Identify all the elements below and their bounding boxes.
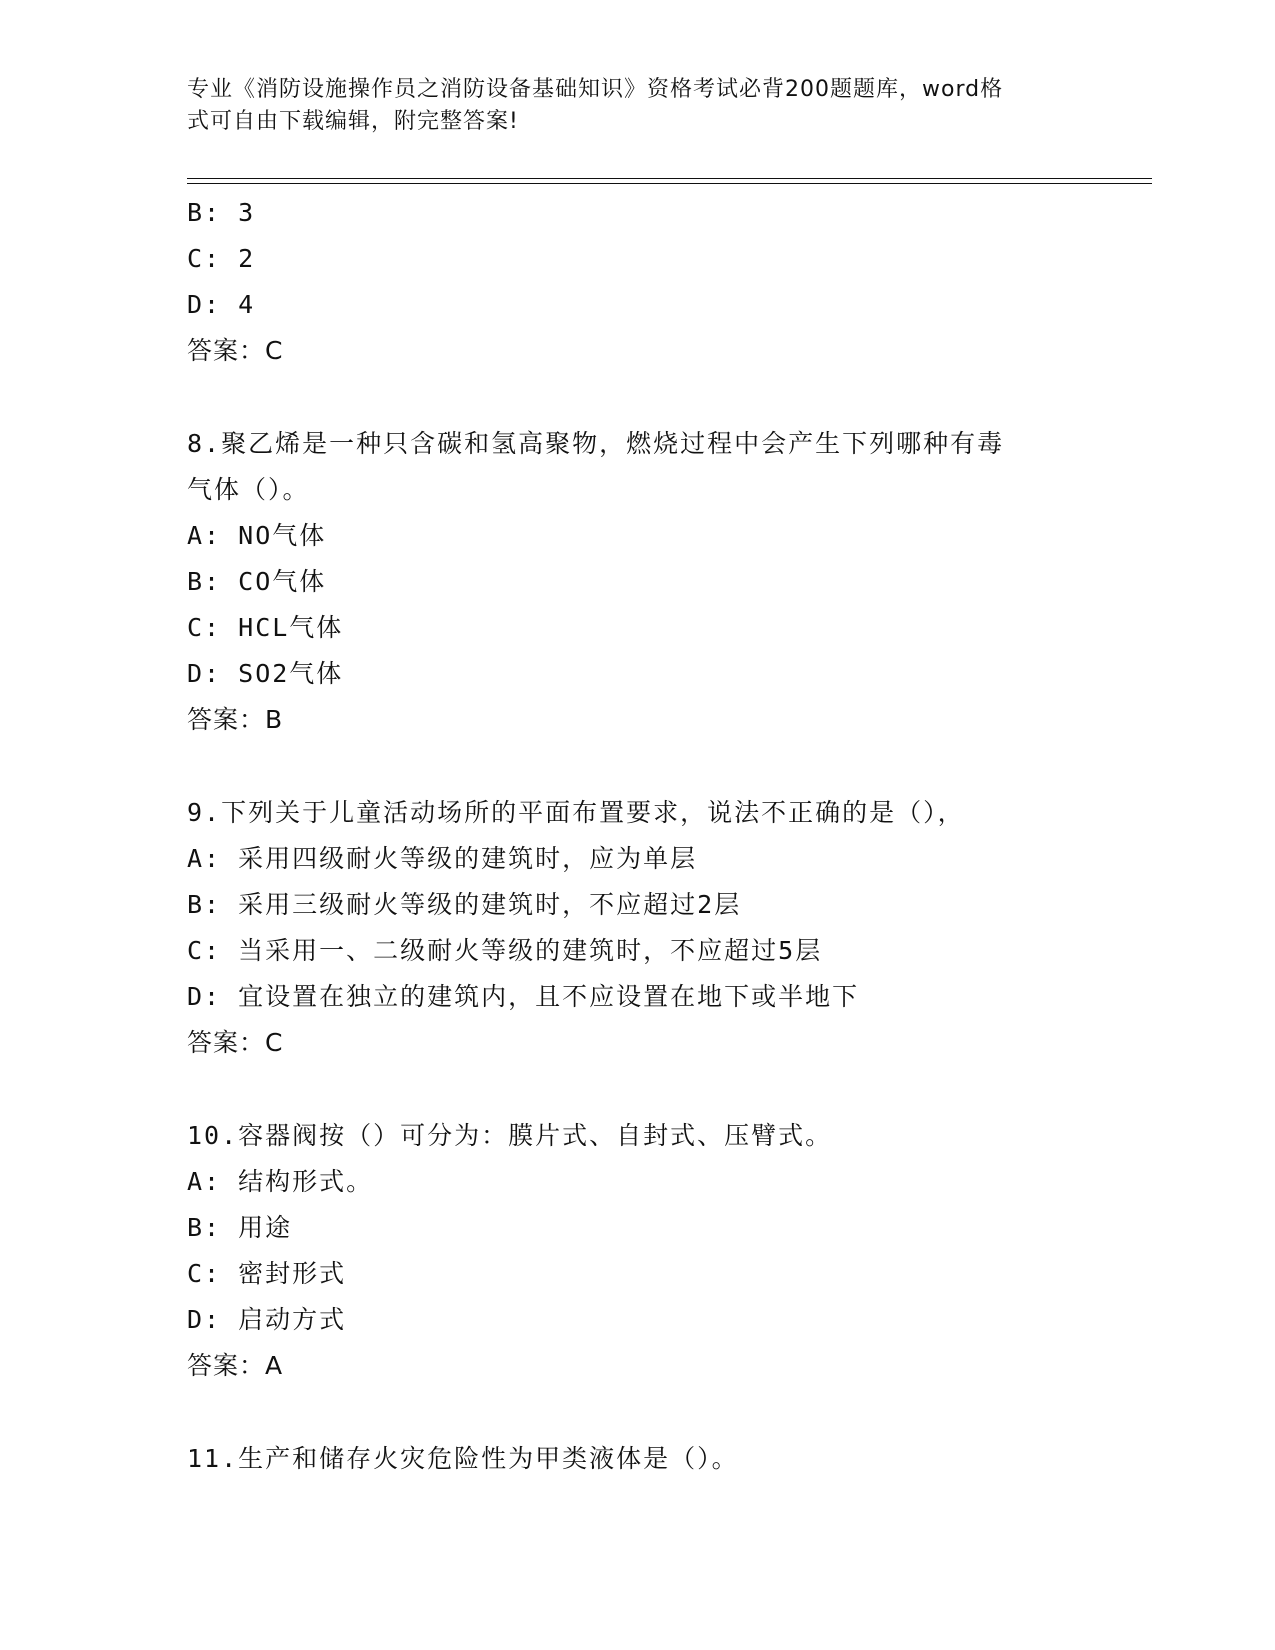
option-a: A: 采用四级耐火等级的建筑时，应为单层: [187, 844, 698, 873]
question-11: [187, 1436, 1087, 1482]
header-line-1: 专业《消防设施操作员之消防设备基础知识》资格考试必背200题题库，word格: [187, 77, 1004, 102]
question-8: [187, 421, 1087, 743]
header-divider-bottom: [187, 183, 1152, 184]
question-stem: 8.聚乙烯是一种只含碳和氢高聚物，燃烧过程中会产生下列哪种有毒: [187, 429, 1005, 458]
answer-line: 答案：C: [187, 1028, 284, 1057]
header-line-2: 式可自由下载编辑，附完整答案!: [187, 109, 519, 134]
question-stem: 11.生产和储存火灾危险性为甲类液体是（）。: [187, 1444, 739, 1473]
question-stem: 10.容器阀按（）可分为：膜片式、自封式、压臂式。: [187, 1121, 833, 1150]
option-c: C: 2: [187, 244, 256, 273]
partial-question: [187, 190, 1087, 374]
option-b: B: 采用三级耐火等级的建筑时，不应超过2层: [187, 890, 742, 919]
option-b: B: 3: [187, 198, 256, 227]
option-c: C: HCL气体: [187, 613, 344, 642]
option-d: D: 启动方式: [187, 1305, 347, 1334]
option-b: B: 用途: [187, 1213, 293, 1242]
document-header: [187, 74, 1087, 138]
option-a: A: 结构形式。: [187, 1167, 374, 1196]
option-b: B: CO气体: [187, 567, 327, 596]
option-c: C: 密封形式: [187, 1259, 347, 1288]
question-list: [187, 190, 1087, 1482]
answer-line: 答案：A: [187, 1351, 284, 1380]
option-d: D: 宜设置在独立的建筑内，且不应设置在地下或半地下: [187, 982, 860, 1011]
option-c: C: 当采用一、二级耐火等级的建筑时，不应超过5层: [187, 936, 823, 965]
option-d: D: 4: [187, 290, 256, 319]
header-divider-top: [187, 178, 1152, 179]
option-a: A: NO气体: [187, 521, 327, 550]
answer-line: 答案：C: [187, 336, 284, 365]
answer-line: 答案：B: [187, 705, 284, 734]
question-stem: 9.下列关于儿童活动场所的平面布置要求，说法不正确的是（），: [187, 798, 965, 827]
question-9: [187, 790, 1087, 1066]
option-d: D: SO2气体: [187, 659, 344, 688]
question-stem: 气体（）。: [187, 475, 310, 504]
question-10: [187, 1113, 1087, 1389]
